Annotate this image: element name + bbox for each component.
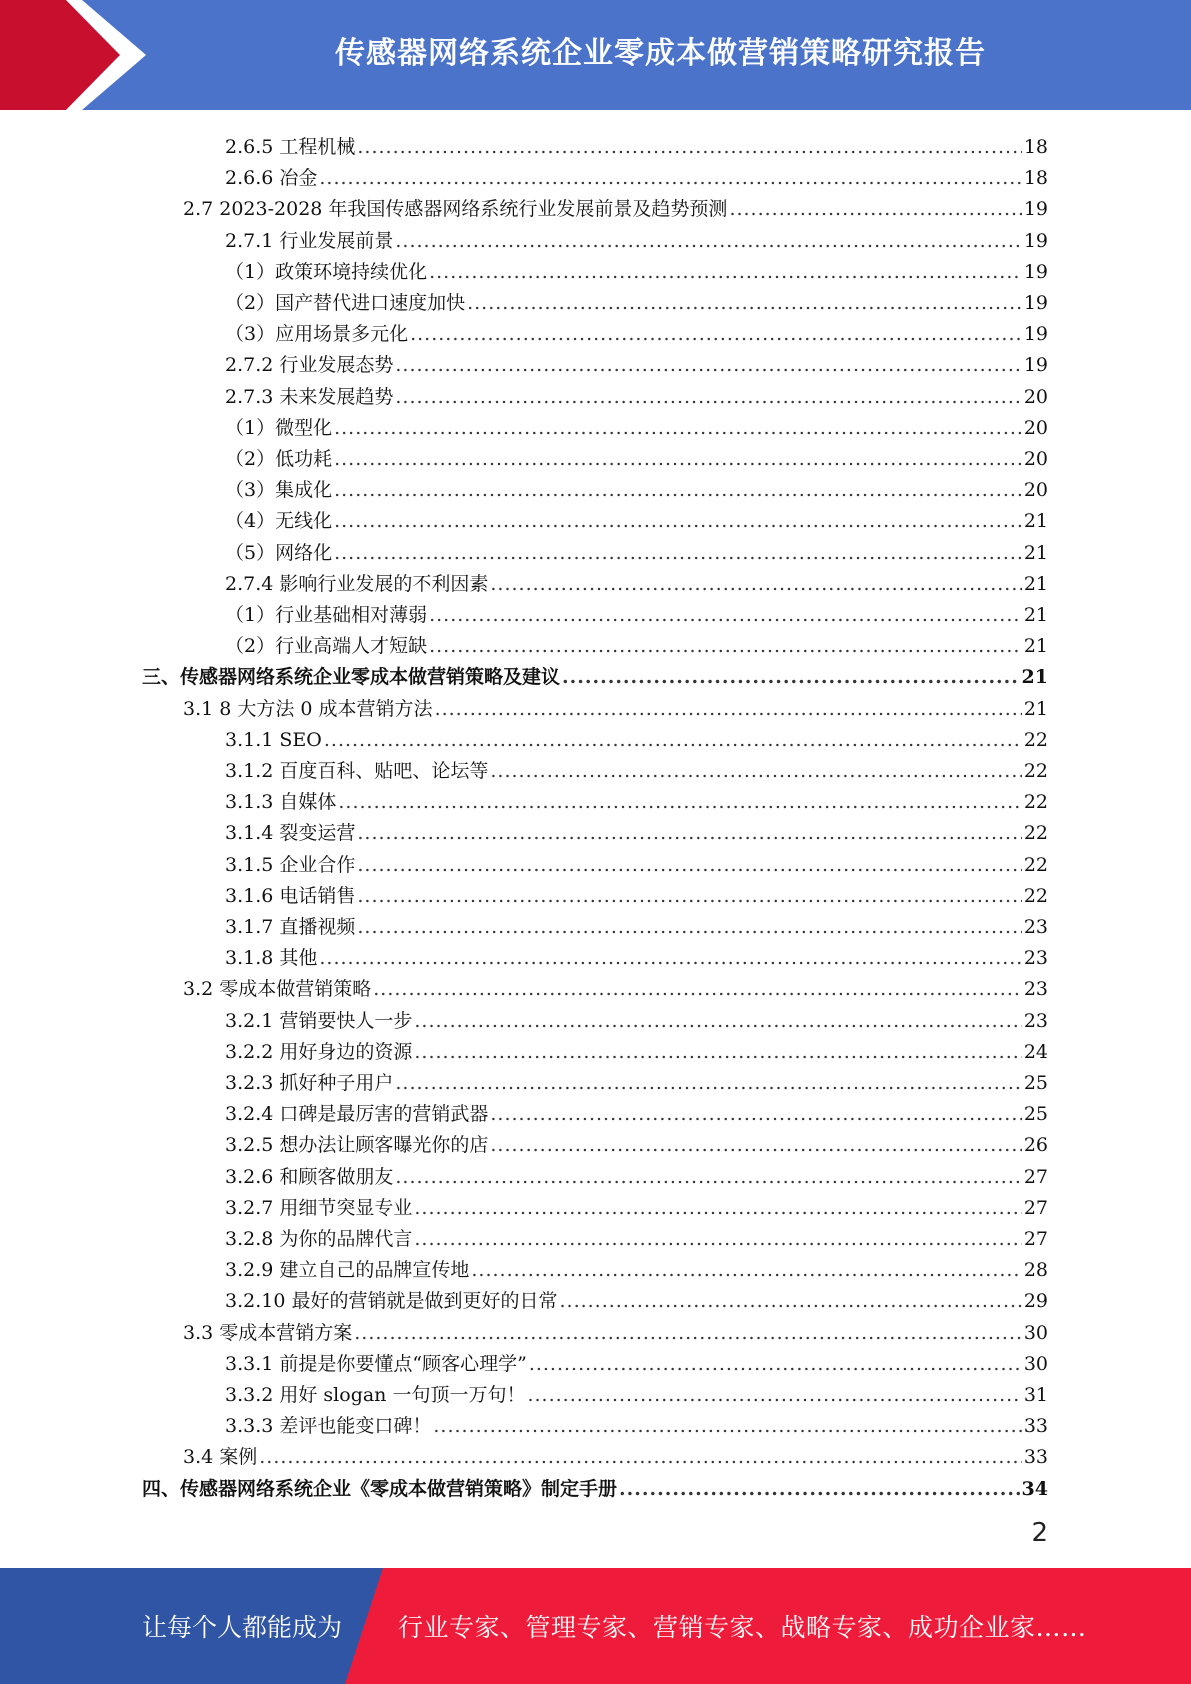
toc-leader-dots: [357, 822, 1021, 844]
toc-entry[interactable]: [183, 189, 1048, 220]
toc-entry-page: 20: [1023, 479, 1048, 502]
toc-entry[interactable]: [225, 1250, 1048, 1281]
toc-entry-page: 23: [1023, 947, 1048, 970]
toc-entry-label: （3）应用场景多元化: [225, 323, 409, 346]
toc-entry-page: 20: [1023, 416, 1048, 439]
toc-entry-label: 3.4 案例: [183, 1446, 258, 1469]
toc-entry-label: （1）政策环境持续优化: [225, 260, 428, 283]
toc-leader-dots: [619, 1478, 1020, 1500]
toc-entry[interactable]: [225, 1094, 1048, 1125]
toc-entry-page: 26: [1023, 1134, 1048, 1157]
toc-entry-label: 3.1.5 企业合作: [225, 853, 356, 876]
toc-entry[interactable]: [183, 1313, 1048, 1344]
toc-entry-page: 21: [1023, 635, 1048, 658]
toc-entry-label: 3.1.6 电话销售: [225, 884, 356, 907]
toc-entry-page: 19: [1023, 292, 1048, 314]
toc-entry[interactable]: [225, 345, 1048, 376]
toc-entry-label: 2.6.5 工程机械: [225, 136, 356, 158]
toc-entry[interactable]: [225, 221, 1048, 252]
toc-entry-page: 19: [1023, 229, 1048, 252]
toc-entry-page: 27: [1023, 1196, 1048, 1219]
toc-entry[interactable]: [225, 751, 1048, 782]
toc-entry-label: （4）无线化: [225, 510, 333, 533]
toc-entry[interactable]: [142, 1469, 1048, 1500]
toc-entry-page: 21: [1023, 697, 1048, 720]
footer-slogan-left: 让每个人都能成为: [142, 1613, 343, 1642]
toc-entry-label: 3.2.7 用细节突显专业: [225, 1196, 413, 1219]
toc-entry-page: 23: [1023, 978, 1048, 1001]
toc-entry[interactable]: [225, 1406, 1048, 1437]
toc-leader-dots: [319, 947, 1021, 969]
toc-entry[interactable]: [225, 1063, 1048, 1094]
toc-entry[interactable]: [225, 377, 1048, 408]
toc-leader-dots: [490, 573, 1021, 595]
toc-entry[interactable]: [183, 969, 1048, 1000]
toc-entry-label: （5）网络化: [225, 541, 333, 564]
toc-entry-label: 3.2 零成本做营销策略: [183, 978, 372, 1001]
toc-leader-dots: [429, 604, 1022, 626]
toc-leader-dots: [467, 292, 1022, 314]
toc-entry-label: 3.2.4 口碑是最厉害的营销武器: [225, 1103, 489, 1126]
toc-entry[interactable]: [225, 1032, 1048, 1063]
toc-entry[interactable]: [225, 564, 1048, 595]
toc-entry[interactable]: [225, 252, 1048, 283]
toc-leader-dots: [319, 167, 1021, 189]
toc-entry[interactable]: [225, 1188, 1048, 1219]
header-chevron-graphic: [0, 0, 160, 110]
toc-entry-label: 3.2.6 和顾客做朋友: [225, 1165, 394, 1188]
toc-entry[interactable]: [225, 408, 1048, 439]
toc-entry-page: 22: [1023, 884, 1048, 907]
toc-entry-page: 19: [1023, 260, 1048, 283]
toc-entry[interactable]: [183, 689, 1048, 720]
toc-entry-label: 3.2.8 为你的品牌代言: [225, 1228, 413, 1250]
report-title: 传感器网络系统企业零成本做营销策略研究报告: [335, 36, 986, 71]
toc-leader-dots: [338, 791, 1021, 813]
toc-entry-label: 2.7.1 行业发展前景: [225, 229, 394, 252]
toc-leader-dots: [729, 198, 1021, 220]
toc-entry-label: 3.2.2 用好身边的资源: [225, 1040, 413, 1063]
toc-entry-page: 31: [1023, 1384, 1048, 1406]
toc-leader-dots: [559, 1290, 1021, 1312]
toc-entry-page: 21: [1023, 604, 1048, 626]
toc-entry[interactable]: [183, 1437, 1048, 1468]
toc-leader-dots: [357, 885, 1021, 907]
toc-leader-dots: [429, 635, 1022, 657]
toc-entry-page: 22: [1023, 853, 1048, 876]
toc-entry[interactable]: [225, 845, 1048, 876]
toc-entry[interactable]: [225, 1344, 1048, 1375]
toc-entry-page: 30: [1023, 1352, 1048, 1375]
toc-entry-label: 2.7.4 影响行业发展的不利因素: [225, 572, 489, 595]
toc-entry-page: 23: [1023, 1009, 1048, 1032]
toc-entry-label: （1）行业基础相对薄弱: [225, 604, 428, 626]
toc-entry-page: 27: [1023, 1165, 1048, 1188]
toc-entry-label: 3.3.2 用好 slogan 一句顶一万句！: [225, 1384, 526, 1406]
toc-entry-page: 19: [1023, 323, 1048, 346]
toc-entry-label: 3.3 零成本营销方案: [183, 1321, 353, 1344]
toc-entry-label: 2.6.6 冶金: [225, 167, 318, 190]
toc-leader-dots: [471, 1259, 1021, 1281]
toc-entry-page: 33: [1023, 1415, 1048, 1438]
toc-leader-dots: [357, 136, 1021, 158]
toc-entry-page: 22: [1023, 728, 1048, 751]
toc-leader-dots: [334, 542, 1022, 564]
toc-entry-page: 34: [1021, 1477, 1048, 1500]
toc-leader-dots: [334, 448, 1022, 470]
toc-entry-label: 2.7.2 行业发展态势: [225, 354, 394, 377]
toc-entry-label: 四、传感器网络系统企业《零成本做营销策略》制定手册: [142, 1477, 618, 1500]
toc-entry-label: （2）国产替代进口速度加快: [225, 292, 466, 314]
toc-entry-page: 28: [1023, 1259, 1048, 1282]
toc-entry[interactable]: [225, 501, 1048, 532]
toc-leader-dots: [395, 354, 1021, 376]
toc-entry-label: 3.2.5 想办法让顾客曝光你的店: [225, 1134, 489, 1157]
toc-entry-page: 21: [1021, 666, 1048, 689]
toc-entry[interactable]: [225, 813, 1048, 844]
toc-leader-dots: [562, 666, 1020, 688]
toc-entry-page: 29: [1023, 1290, 1048, 1313]
toc-entry-page: 20: [1023, 448, 1048, 470]
toc-leader-dots: [334, 479, 1022, 501]
toc-leader-dots: [395, 1072, 1021, 1094]
toc-leader-dots: [414, 1010, 1021, 1032]
toc-entry-page: 22: [1023, 822, 1048, 845]
toc-entry-page: 33: [1023, 1446, 1048, 1469]
toc-entry-label: 3.2.9 建立自己的品牌宣传地: [225, 1259, 470, 1282]
toc-entry-label: 3.3.3 差评也能变口碑！: [225, 1415, 432, 1438]
toc-leader-dots: [414, 1228, 1021, 1250]
toc-leader-dots: [529, 1353, 1022, 1375]
toc-entry-page: 27: [1023, 1228, 1048, 1250]
toc-entry-label: 3.1.2 百度百科、贴吧、论坛等: [225, 760, 489, 782]
toc-entry-page: 25: [1023, 1072, 1048, 1094]
toc-entry-label: 3.1.3 自媒体: [225, 791, 337, 814]
toc-entry-label: 3.2.3 抓好种子用户: [225, 1072, 394, 1094]
toc-entry[interactable]: [225, 1001, 1048, 1032]
toc-entry[interactable]: [225, 595, 1048, 626]
toc-entry-label: 3.1.4 裂变运营: [225, 822, 356, 845]
toc-entry-page: 21: [1023, 572, 1048, 595]
toc-leader-dots: [357, 854, 1021, 876]
toc-entry[interactable]: [225, 439, 1048, 470]
toc-leader-dots: [414, 1197, 1021, 1219]
toc-entry-page: 18: [1023, 136, 1048, 158]
toc-leader-dots: [410, 323, 1022, 345]
toc-leader-dots: [334, 417, 1022, 439]
toc-leader-dots: [373, 978, 1022, 1000]
page-number: 2: [1031, 1518, 1048, 1548]
toc-entry[interactable]: [225, 1281, 1048, 1312]
toc-entry-label: 3.2.10 最好的营销就是做到更好的日常: [225, 1290, 558, 1313]
toc-entry[interactable]: [225, 876, 1048, 907]
footer-banner: [0, 1568, 1191, 1684]
toc-entry[interactable]: [225, 782, 1048, 813]
toc-entry[interactable]: [225, 938, 1048, 969]
header-banner: [0, 0, 1191, 110]
toc-entry-label: 3.1.7 直播视频: [225, 916, 356, 938]
toc-entry-label: 3.3.1 前提是你要懂点“顾客心理学”: [225, 1352, 527, 1375]
toc-entry[interactable]: [225, 626, 1048, 657]
toc-entry-label: 3.1.1 SEO: [225, 728, 322, 751]
toc-entry-page: 23: [1023, 916, 1048, 938]
toc-leader-dots: [395, 1166, 1021, 1188]
toc-leader-dots: [429, 261, 1022, 283]
toc-entry-page: 19: [1023, 354, 1048, 377]
footer-slogan-right: 行业专家、管理专家、营销专家、战略专家、成功企业家……: [398, 1613, 1087, 1642]
toc-entry[interactable]: [225, 158, 1048, 189]
toc-entry[interactable]: [225, 470, 1048, 501]
toc-entry-page: 21: [1023, 510, 1048, 533]
toc-entry-page: 22: [1023, 791, 1048, 814]
toc-leader-dots: [357, 916, 1021, 938]
toc-entry-label: 2.7 2023-2028 年我国传感器网络系统行业发展前景及趋势预测: [183, 198, 728, 221]
toc-entry-label: 3.1 8 大方法 0 成本营销方法: [183, 697, 433, 720]
toc-entry-label: （1）微型化: [225, 416, 333, 439]
toc-entry-label: （2）行业高端人才短缺: [225, 635, 428, 658]
toc-entry[interactable]: [225, 1157, 1048, 1188]
toc-leader-dots: [395, 230, 1021, 252]
toc-entry-label: 3.2.1 营销要快人一步: [225, 1009, 413, 1032]
toc-entry[interactable]: [142, 657, 1048, 688]
toc-entry-page: 30: [1023, 1321, 1048, 1344]
toc-entry[interactable]: [225, 720, 1048, 751]
toc-leader-dots: [354, 1322, 1022, 1344]
toc-entry[interactable]: [225, 1125, 1048, 1156]
toc-entry-page: 24: [1023, 1040, 1048, 1063]
toc-leader-dots: [490, 760, 1021, 782]
toc-leader-dots: [395, 386, 1021, 408]
toc-leader-dots: [490, 1103, 1021, 1125]
toc-leader-dots: [490, 1134, 1021, 1156]
toc-leader-dots: [435, 698, 1022, 720]
toc-entry-page: 21: [1023, 541, 1048, 564]
toc-entry-page: 19: [1023, 198, 1048, 221]
toc-entry-page: 22: [1023, 760, 1048, 782]
toc-entry-page: 18: [1023, 167, 1048, 190]
toc-leader-dots: [324, 729, 1022, 751]
toc-entry[interactable]: [225, 314, 1048, 345]
toc-entry-page: 25: [1023, 1103, 1048, 1126]
toc-entry[interactable]: [225, 283, 1048, 314]
toc-entry[interactable]: [225, 533, 1048, 564]
toc-leader-dots: [414, 1041, 1021, 1063]
toc-entry-label: 2.7.3 未来发展趋势: [225, 385, 394, 408]
toc-entry-label: （2）低功耗: [225, 448, 333, 470]
toc-entry[interactable]: [225, 1375, 1048, 1406]
toc-entry[interactable]: [225, 907, 1048, 938]
toc-entry[interactable]: [225, 1219, 1048, 1250]
toc-leader-dots: [334, 510, 1022, 532]
toc-entry[interactable]: [225, 127, 1048, 158]
toc-leader-dots: [527, 1384, 1021, 1406]
toc-entry-label: 3.1.8 其他: [225, 947, 318, 970]
toc-leader-dots: [433, 1415, 1021, 1437]
toc-entry-label: 三、传感器网络系统企业零成本做营销策略及建议: [142, 666, 561, 689]
toc-entry-page: 20: [1023, 385, 1048, 408]
toc-entry-label: （3）集成化: [225, 479, 333, 502]
toc-leader-dots: [259, 1446, 1022, 1468]
